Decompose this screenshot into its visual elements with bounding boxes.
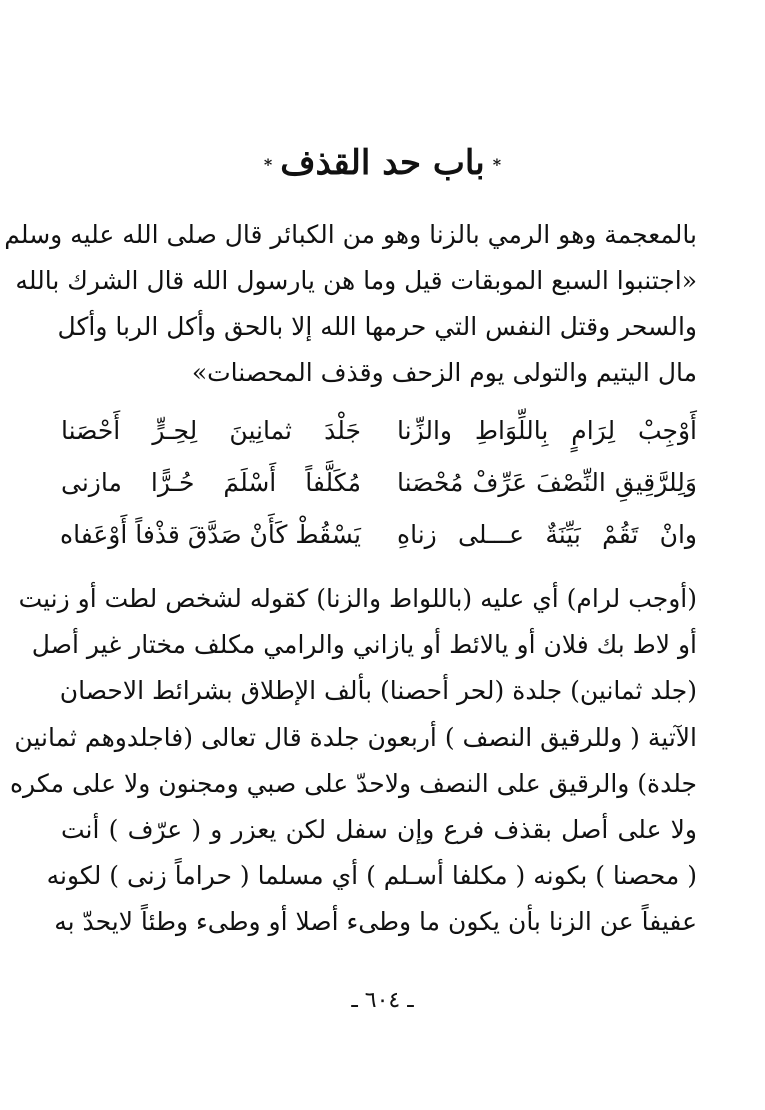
text-line: ( محصنا ) بكونه ( مكلفا أسـلم ) أي مسلما ( حراماً زنى ) لكونه xyxy=(46,861,697,891)
poem-verse xyxy=(61,405,697,457)
poem-verse xyxy=(61,457,697,509)
chapter-heading xyxy=(0,138,765,190)
text-line: بالمعجمة وهو الرمي بالزنا وهو من الكبائر قال صلى الله عليه وسلم xyxy=(4,220,697,249)
text-line: جلدة) والرقيق على النصف ولاحدّ على صبي ومجنون ولا على مكره xyxy=(9,768,697,798)
verse-second-hemistich: مُكَلَّفاً أَسْلَمَ حُـرًّا مازنى xyxy=(61,468,361,497)
text-line: الآتية ( وللرقيق النصف ) أربعون جلدة قال تعالى (فاجلدوهم ثمانين xyxy=(14,722,697,752)
chapter-title: باب حد القذف xyxy=(280,143,485,183)
verse-first-hemistich: وَلِلرَّقِيقِ النِّصْفَ عَرِّفْ مُحْصَنا xyxy=(397,468,697,497)
text-line: عفيفاً عن الزنا بأن يكون ما وطىء أصلا أو وطىء وطئاً لايحدّ به xyxy=(54,907,697,937)
text-line: مال اليتيم والتولى يوم الزحف وقذف المحصنات» xyxy=(191,358,697,387)
verse-second-hemistich: جَلْدَ ثمانِينَ لِحِـرٍّ أَحْصَنا xyxy=(61,416,361,445)
text-line: والسحر وقتل النفس التي حرمها الله إلا بالحق وأكل الربا وأكل xyxy=(57,312,697,341)
commentary-paragraph xyxy=(9,576,697,946)
star-ornament-left: * xyxy=(263,155,273,174)
verse-second-hemistich: يَسْقُطْ كَأَنْ صَدَّقَ قذْفاً أَوْعَفاه xyxy=(60,520,361,549)
intro-paragraph xyxy=(4,212,697,396)
text-line: «اجتنبوا السبع الموبقات قيل وما هن يارسول الله قال الشرك بالله xyxy=(15,266,697,295)
text-line: (أوجب لرام) أي عليه (باللواط والزنا) كقوله لشخص لطت أو زنيت xyxy=(18,584,697,613)
text-line: ولا على أصل بقذف فرع وإن سفل لكن يعزر و ( عرّف ) أنت xyxy=(61,814,697,844)
star-ornament-right: * xyxy=(492,155,502,174)
poem-verse xyxy=(61,509,697,561)
verse-first-hemistich: وانْ تَقُمْ بَيِّنَةٌ عـــلى زناهِ xyxy=(397,520,697,549)
page-number: ـ ٦٠٤ ـ xyxy=(351,988,414,1013)
text-line: أو لاط بك فلان أو يالائط أو يازاني والرامي مكلف مختار غير أصل xyxy=(31,630,697,660)
verse-first-hemistich: أَوْجِبْ لِرَامٍ بِاللِّوَاطِ والزِّنا xyxy=(397,416,697,445)
poem-block xyxy=(61,405,697,561)
text-line: (جلد ثمانين) جلدة (لحر أحصنا) بألف الإطلاق بشرائط الاحصان xyxy=(59,676,697,706)
